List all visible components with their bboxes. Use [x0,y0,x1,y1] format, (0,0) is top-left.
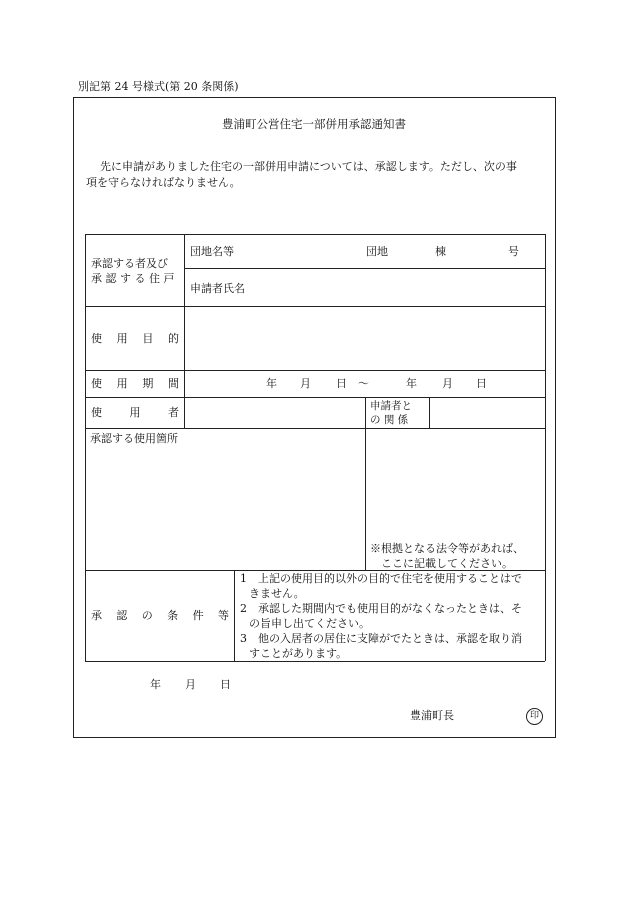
purpose-field[interactable] [186,308,543,368]
intro-line-2: 項を守らなければなりません。 [86,176,241,189]
period-to-day: 日 [476,377,487,390]
table-rule-mid-col [365,397,366,570]
issue-date-month: 月 [185,678,196,691]
tou-suffix: 棟 [435,245,446,258]
table-rule-label-col [184,234,185,428]
table-rule-relation-col [429,397,430,428]
purpose-label: 使 用 目 的 [91,332,179,345]
signer-name: 豊浦町長 [410,709,454,722]
period-from-day: 日 [336,377,347,390]
relation-label-line2: の 関 係 [370,414,409,426]
condition-2-line2: の旨申し出てください。 [249,617,370,630]
relation-field[interactable] [431,399,543,426]
table-rule-right [545,234,546,661]
table-rule-bottom [85,661,545,662]
issue-date-day: 日 [220,678,231,691]
table-rule-purpose [85,370,545,371]
period-from-year: 年 [266,377,277,390]
table-rule-danchi [184,268,545,269]
table-rule-user [85,428,545,429]
seal-mark: 印 [526,708,543,725]
form-reference: 別記第 24 号様式(第 20 条関係) [78,80,239,93]
legal-note-line1: ※根拠となる法令等があれば、 [370,542,524,555]
condition-1-line2: きません。 [249,587,305,600]
condition-2-line1: 2 承認した期間内でも使用目的がなくなったときは、そ [240,602,522,615]
applicant-name-field[interactable] [250,272,543,304]
danchi-suffix: 団地 [366,245,388,258]
legal-basis-field[interactable] [367,430,543,540]
applicant-name-label: 申請者氏名 [190,282,245,295]
condition-3-line1: 3 他の入居者の居住に支障がでたときは、承認を取り消 [240,632,522,645]
location-field[interactable] [87,448,363,568]
period-from-month: 月 [300,377,311,390]
user-field[interactable] [186,399,363,426]
conditions-label: 承 認 の 条 件 等 [91,609,229,622]
approved-label-line2: 承 認 す る 住 戸 [91,272,175,285]
condition-3-line2: すことがあります。 [249,647,348,660]
intro-line-1: 先に申請がありました住宅の一部併用申請については、承認します。ただし、次の事 [100,160,517,173]
table-rule-period [85,397,545,398]
period-label: 使 用 期 間 [91,377,179,390]
issue-date-field[interactable] [140,678,260,696]
danchi-name-label: 団地名等 [190,245,234,258]
table-rule-left [85,234,86,661]
relation-label-line1: 申請者と [370,400,412,412]
condition-1-line1: 1 上記の使用目的以外の目的で住宅を使用することはで [240,572,522,585]
location-label: 承認する使用箇所 [90,432,178,445]
table-rule-top [85,234,545,235]
legal-note-line2: ここに記載してください。 [381,557,513,570]
approved-label-line1: 承認する者及び [91,257,168,270]
period-field[interactable] [186,372,543,395]
period-to-year: 年 [406,377,417,390]
user-label: 使 用 者 [91,406,179,419]
table-rule-applicant [85,306,545,307]
document-title: 豊浦町公営住宅一部併用承認通知書 [222,117,406,131]
period-to-month: 月 [442,377,453,390]
period-tilde: ～ [358,377,369,390]
gou-suffix: 号 [508,245,519,258]
table-rule-conditions-col [234,570,235,661]
issue-date-year: 年 [150,678,161,691]
